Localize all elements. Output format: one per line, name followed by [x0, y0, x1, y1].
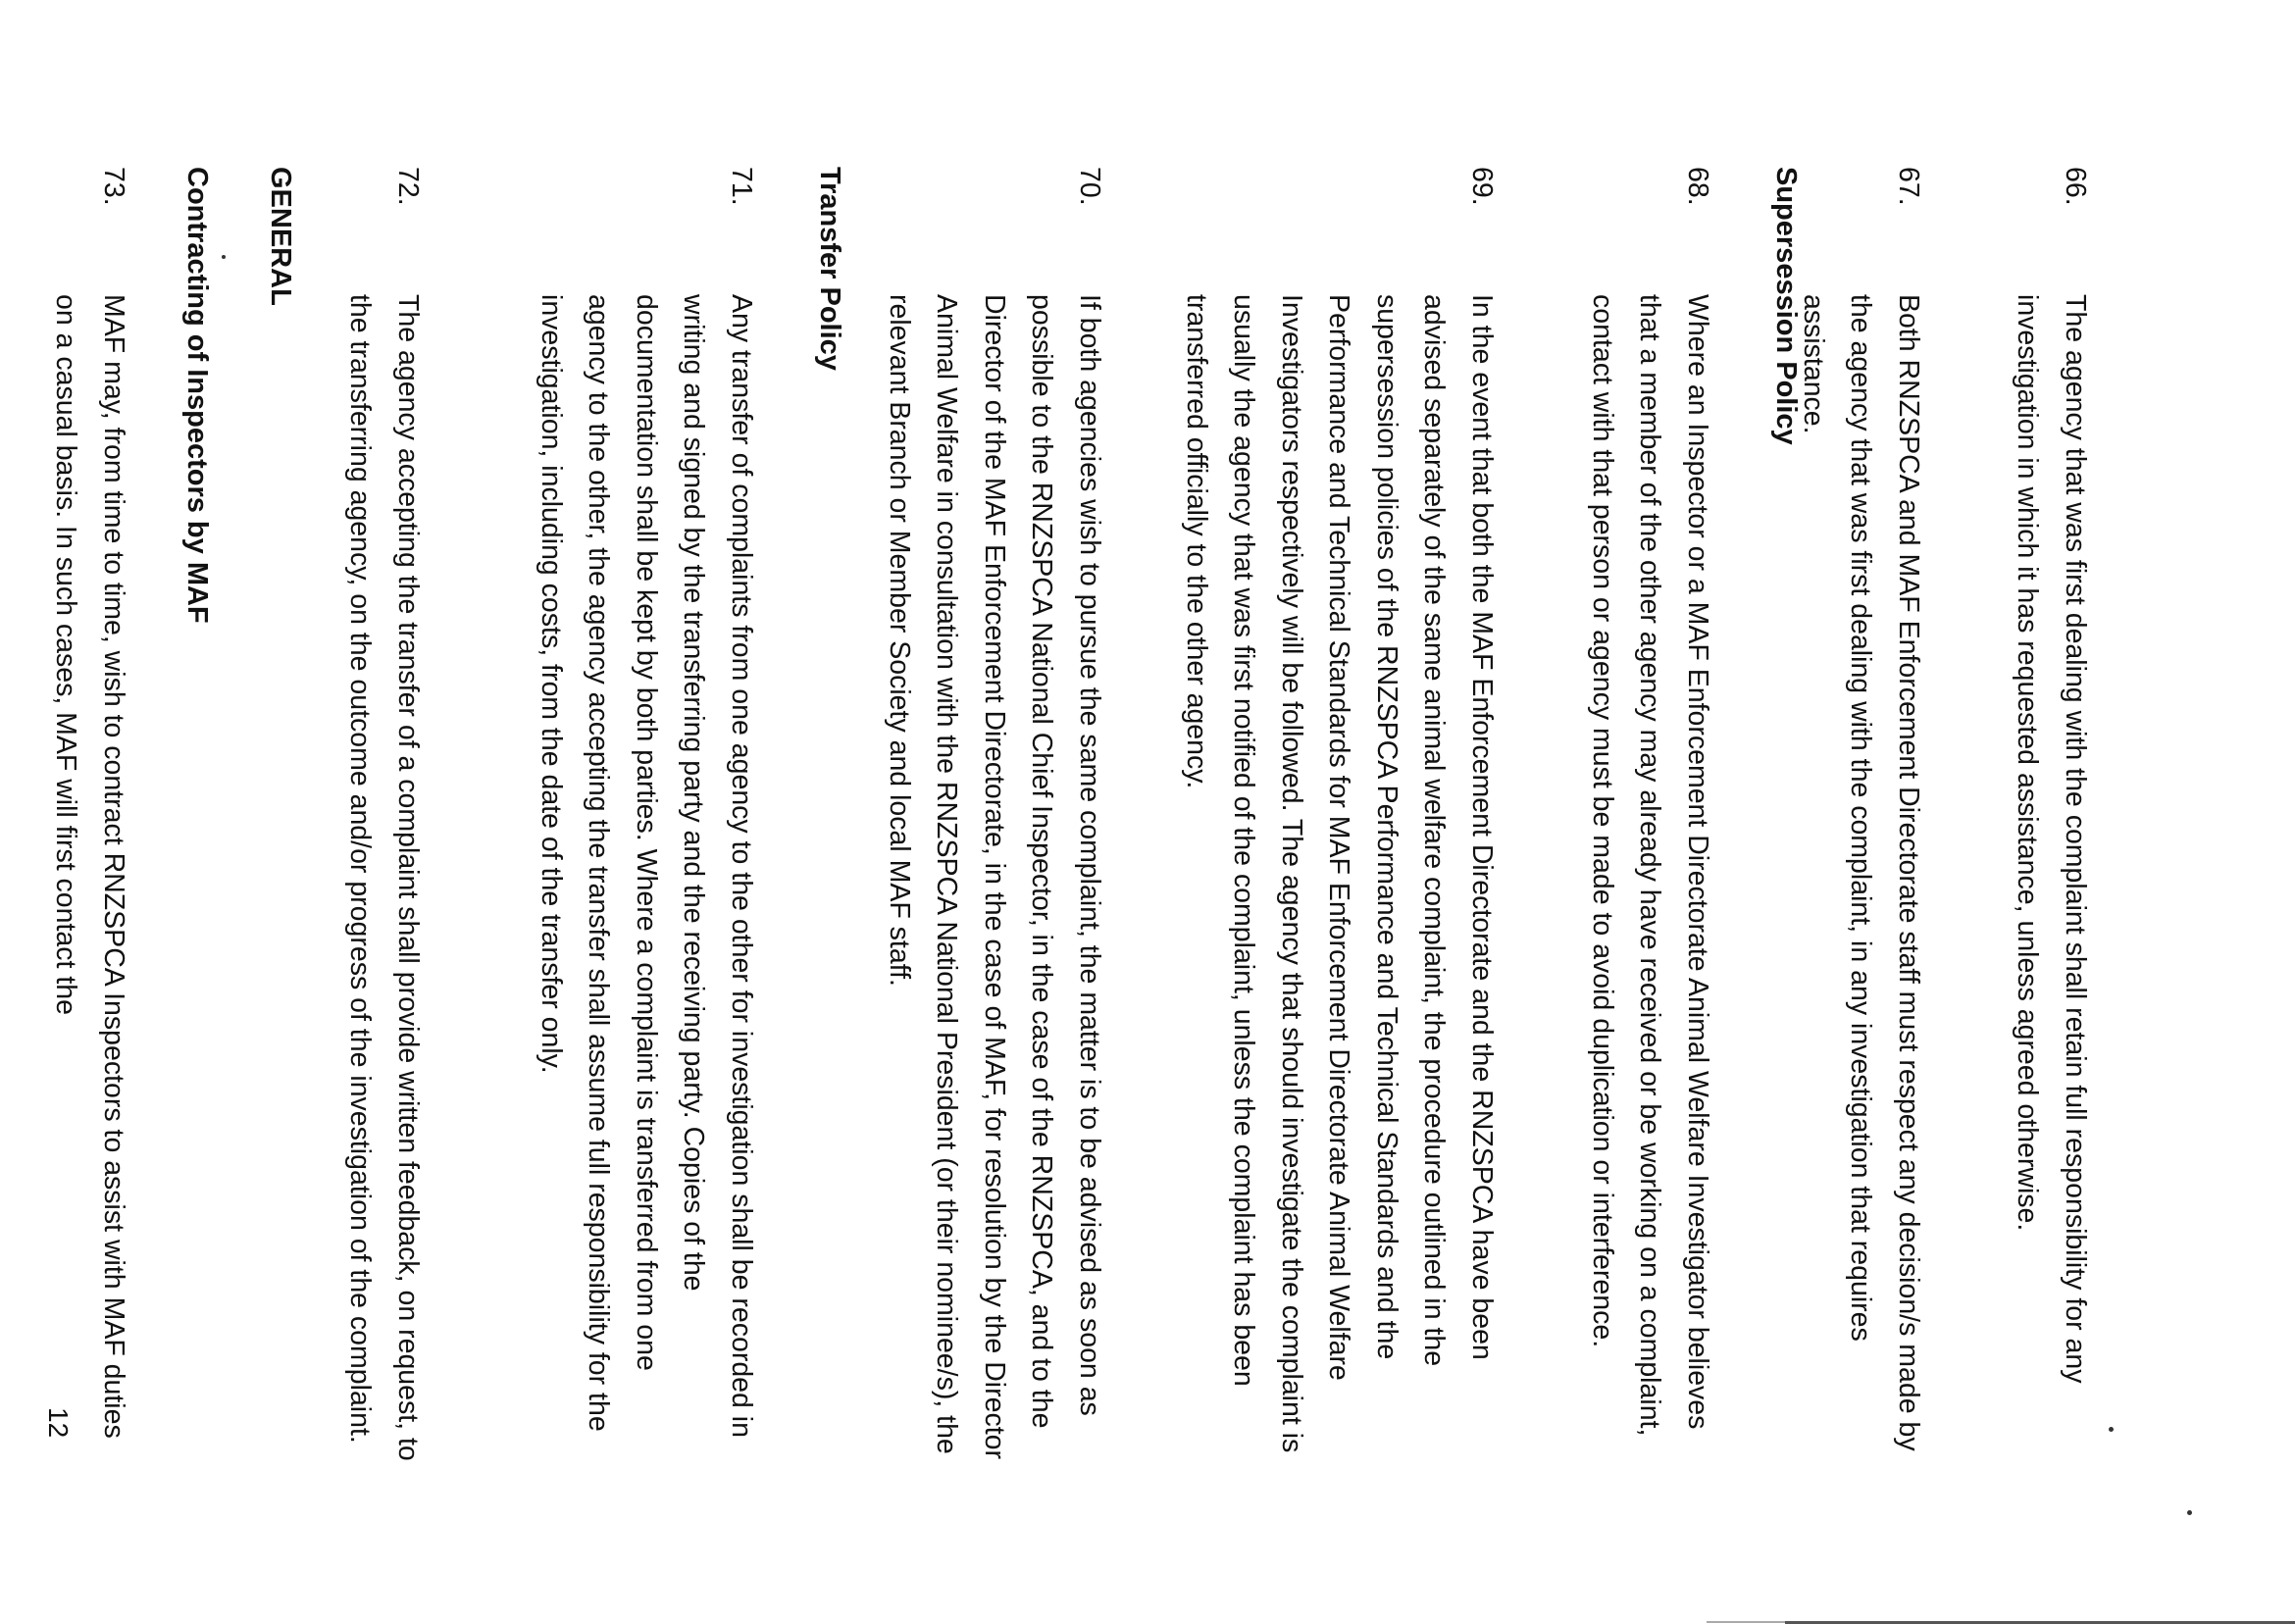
paragraph-text: Both RNZSPCA and MAF Enforcement Directorate staff must respect any decision/s made by the agency that was first dealing with the complaint, in any investigation that requires assistance. — [1798, 294, 1924, 1451]
paragraph-number: 72. — [392, 167, 424, 206]
paragraph-number: 69. — [1466, 167, 1498, 206]
paragraph-number: 67. — [1893, 167, 1924, 206]
paragraph-text: If both agencies wish to pursue the same complaint, the matter is to be advised as soon as possible to the RNZSPCA National Chief Inspector, in the case of the RNZSPCA, and to the Director of the MAF Enforcement Directorate, in the case of MAF, for resolution by the Director Animal Welfare in consultation with the RNZSPCA National President (or their nominee/s), the relevant Branch or Member Society and local MAF staff. — [884, 294, 1105, 1459]
paragraph-text: In the event that both the MAF Enforcement Directorate and the RNZSPCA have been advised separately of the same animal welfare complaint, the procedure outlined in the supersession policies of the RNZSPCA Performance and Technical Standards and the Performance and Technical Standards for MAF Enforcement Directorate Animal Welfare Investigators respectively will be followed. The agency that should investigate the complaint is usually the agency that was first notified of the complaint, unless the complaint has been transferred officially to the other agency. — [1181, 294, 1498, 1453]
heading-supersession-policy: Supersession Policy — [1770, 167, 1802, 445]
heading-general: GENERAL — [265, 167, 296, 306]
paragraph-text: Any transfer of complaints from one agency to the other for investigation shall be recorded in writing and signed by the transferring party and the receiving party. Copies of the documentation shall be kept by both parties. Where a complaint is transferred from one agency to the other, the agency accepting the transfer shall assume full responsibility for the investigation, including costs, from the date of the transfer only. — [536, 294, 757, 1438]
heading-contracting-of-inspectors: Contracting of Inspectors by MAF — [181, 167, 213, 624]
scan-speck — [222, 255, 226, 259]
scan-edge-line — [1707, 1621, 1785, 1623]
paragraph-number: 66. — [2060, 167, 2091, 206]
paragraph-number: 68. — [1682, 167, 1713, 206]
scan-speck — [2187, 1510, 2192, 1515]
paragraph-text: The agency that was first dealing with the complaint shall retain full responsibility for any investigation in which it has requested assistance, unless agreed otherwise. — [2012, 294, 2091, 1384]
scan-speck — [2109, 1427, 2114, 1432]
heading-transfer-policy: Transfer Policy — [814, 167, 845, 371]
paragraph-text: Where an Inspector or a MAF Enforcement Directorate Animal Welfare Investigator believes that a member of the other agency may already have received or be working on a complaint, contact with that person or agency must be made to avoid duplication or interference. — [1587, 294, 1713, 1437]
paragraph-number: 71. — [726, 167, 757, 206]
page-number: 12 — [43, 1407, 74, 1439]
paragraph-number: 73. — [98, 167, 129, 206]
paragraph-text: MAF may, from time to time, wish to contract RNZSPCA Inspectors to assist with MAF duties on a casual basis. In such cases, MAF will first contact the — [50, 294, 129, 1439]
paragraph-text: The agency accepting the transfer of a complaint shall provide written feedback, on request, to the transferring agency, on the outcome and/or progress of the investigation of the complaint. — [344, 294, 424, 1461]
paragraph-number: 70. — [1074, 167, 1105, 206]
